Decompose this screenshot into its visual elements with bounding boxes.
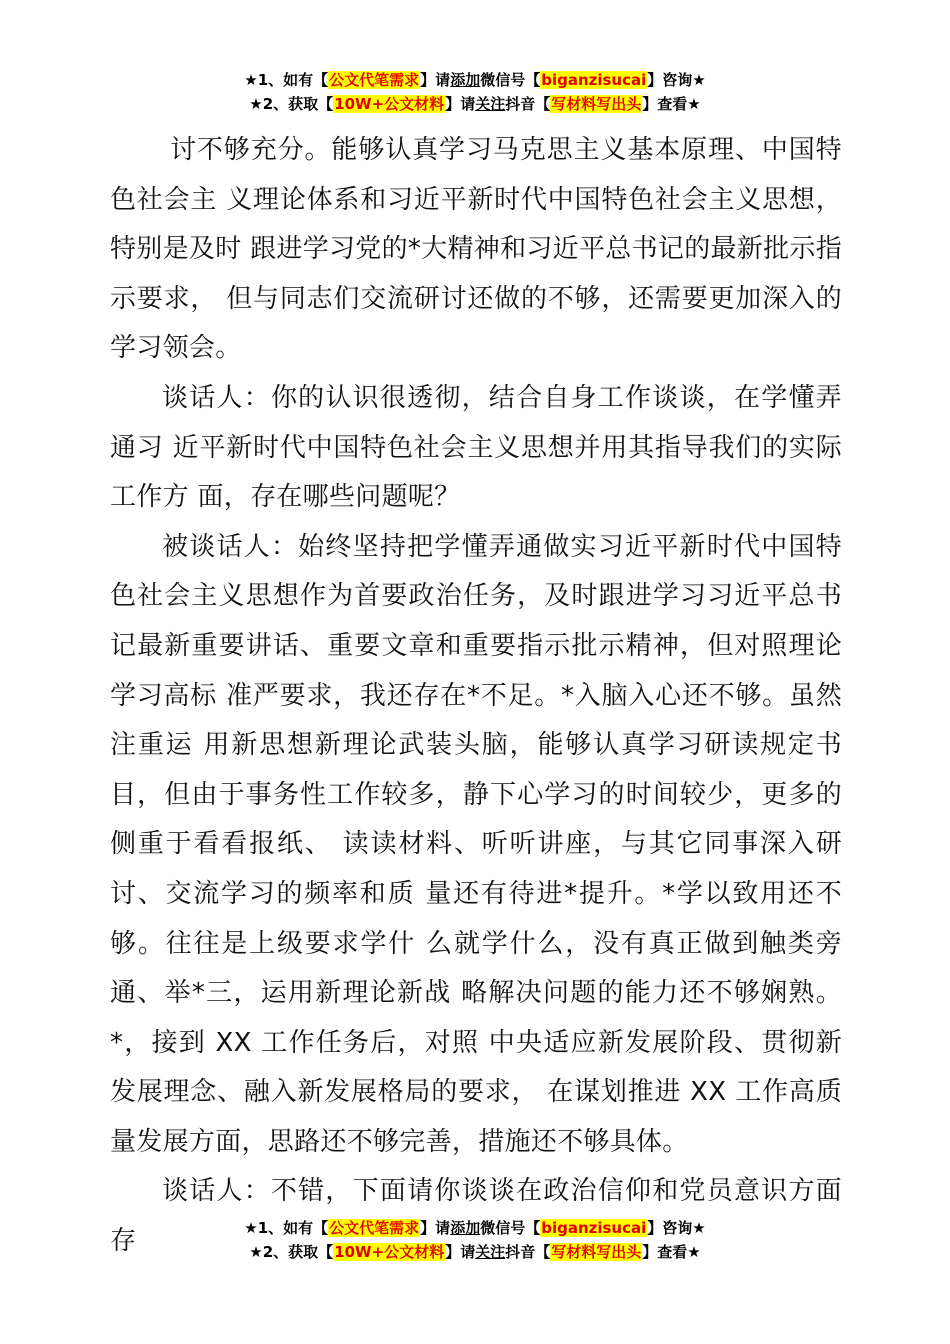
highlight-text: 公文代笔需求: [329, 71, 420, 89]
banner-line-1: ★1、如有【公文代笔需求】请添加微信号【biganzisucai】咨询★: [244, 1219, 706, 1237]
banner-line-1: ★1、如有【公文代笔需求】请添加微信号【biganzisucai】咨询★: [244, 71, 706, 89]
paragraph: 谈话人：你的认识很透彻，结合自身工作谈谈，在学懂弄通习 近平新时代中国特色社会主义思想并用其指导我们的实际工作方 面，存在哪些问题呢？: [110, 382, 842, 513]
paragraph: 被谈话人：始终坚持把学懂弄通做实习近平新时代中国特色社会主义思想作为首要政治任务，及时跟进学习习近平总书记最新重要讲话、重要文章和重要指示批示精神，但对照理论学习高标 准严要求，我还存在*不足。*入脑入心还不够。虽然注重运 用新思想新理论武装头脑，能够认真学习研读规定书目，但由于事务性工作较多，静下心学习的时间较少，更多的侧重于看看报纸、 读读材料、听听讲座，与其它同事深入研讨、交流学习的频率和质 量还有待进*提升。*学以致用还不够。往往是上级要求学什 么就学什么，没有真正做到触类旁通、举*三，运用新理论新战 略解决问题的能力还不够娴熟。*，接到 XX 工作任务后，对照 中央适应新发展阶段、贯彻新发展理念、融入新发展格局的要求， 在谋划推进 XX 工作高质量发展方面，思路还不够完善，措施还不够具体。: [110, 531, 842, 1157]
highlight-text: 10W+公文材料: [334, 1243, 445, 1261]
footer-banner: [0, 1216, 950, 1264]
document-body: [110, 126, 842, 1267]
paragraph: 谈话人：不错，下面请你谈谈在政治信仰和党员意识方面存: [110, 1176, 842, 1257]
highlight-text: 公文代笔需求: [329, 1219, 420, 1237]
highlight-text: 写材料写出头: [551, 1243, 642, 1261]
banner-line-2: ★2、获取【10W+公文材料】请关注抖音【写材料写出头】查看★: [249, 1243, 701, 1261]
highlight-text: 10W+公文材料: [334, 95, 445, 113]
highlight-text: biganzisucai: [541, 1219, 647, 1237]
highlight-text: biganzisucai: [541, 71, 647, 89]
banner-line-2: ★2、获取【10W+公文材料】请关注抖音【写材料写出头】查看★: [249, 95, 701, 113]
paragraph: 讨不够充分。能够认真学习马克思主义基本原理、中国特色社会主 义理论体系和习近平新时代中国特色社会主义思想，特别是及时 跟进学习党的*大精神和习近平总书记的最新批示指示要求， 但与同志们交流研讨还做的不够，还需要更加深入的学习领会。: [110, 135, 842, 364]
header-banner: [0, 68, 950, 116]
highlight-text: 写材料写出头: [551, 95, 642, 113]
